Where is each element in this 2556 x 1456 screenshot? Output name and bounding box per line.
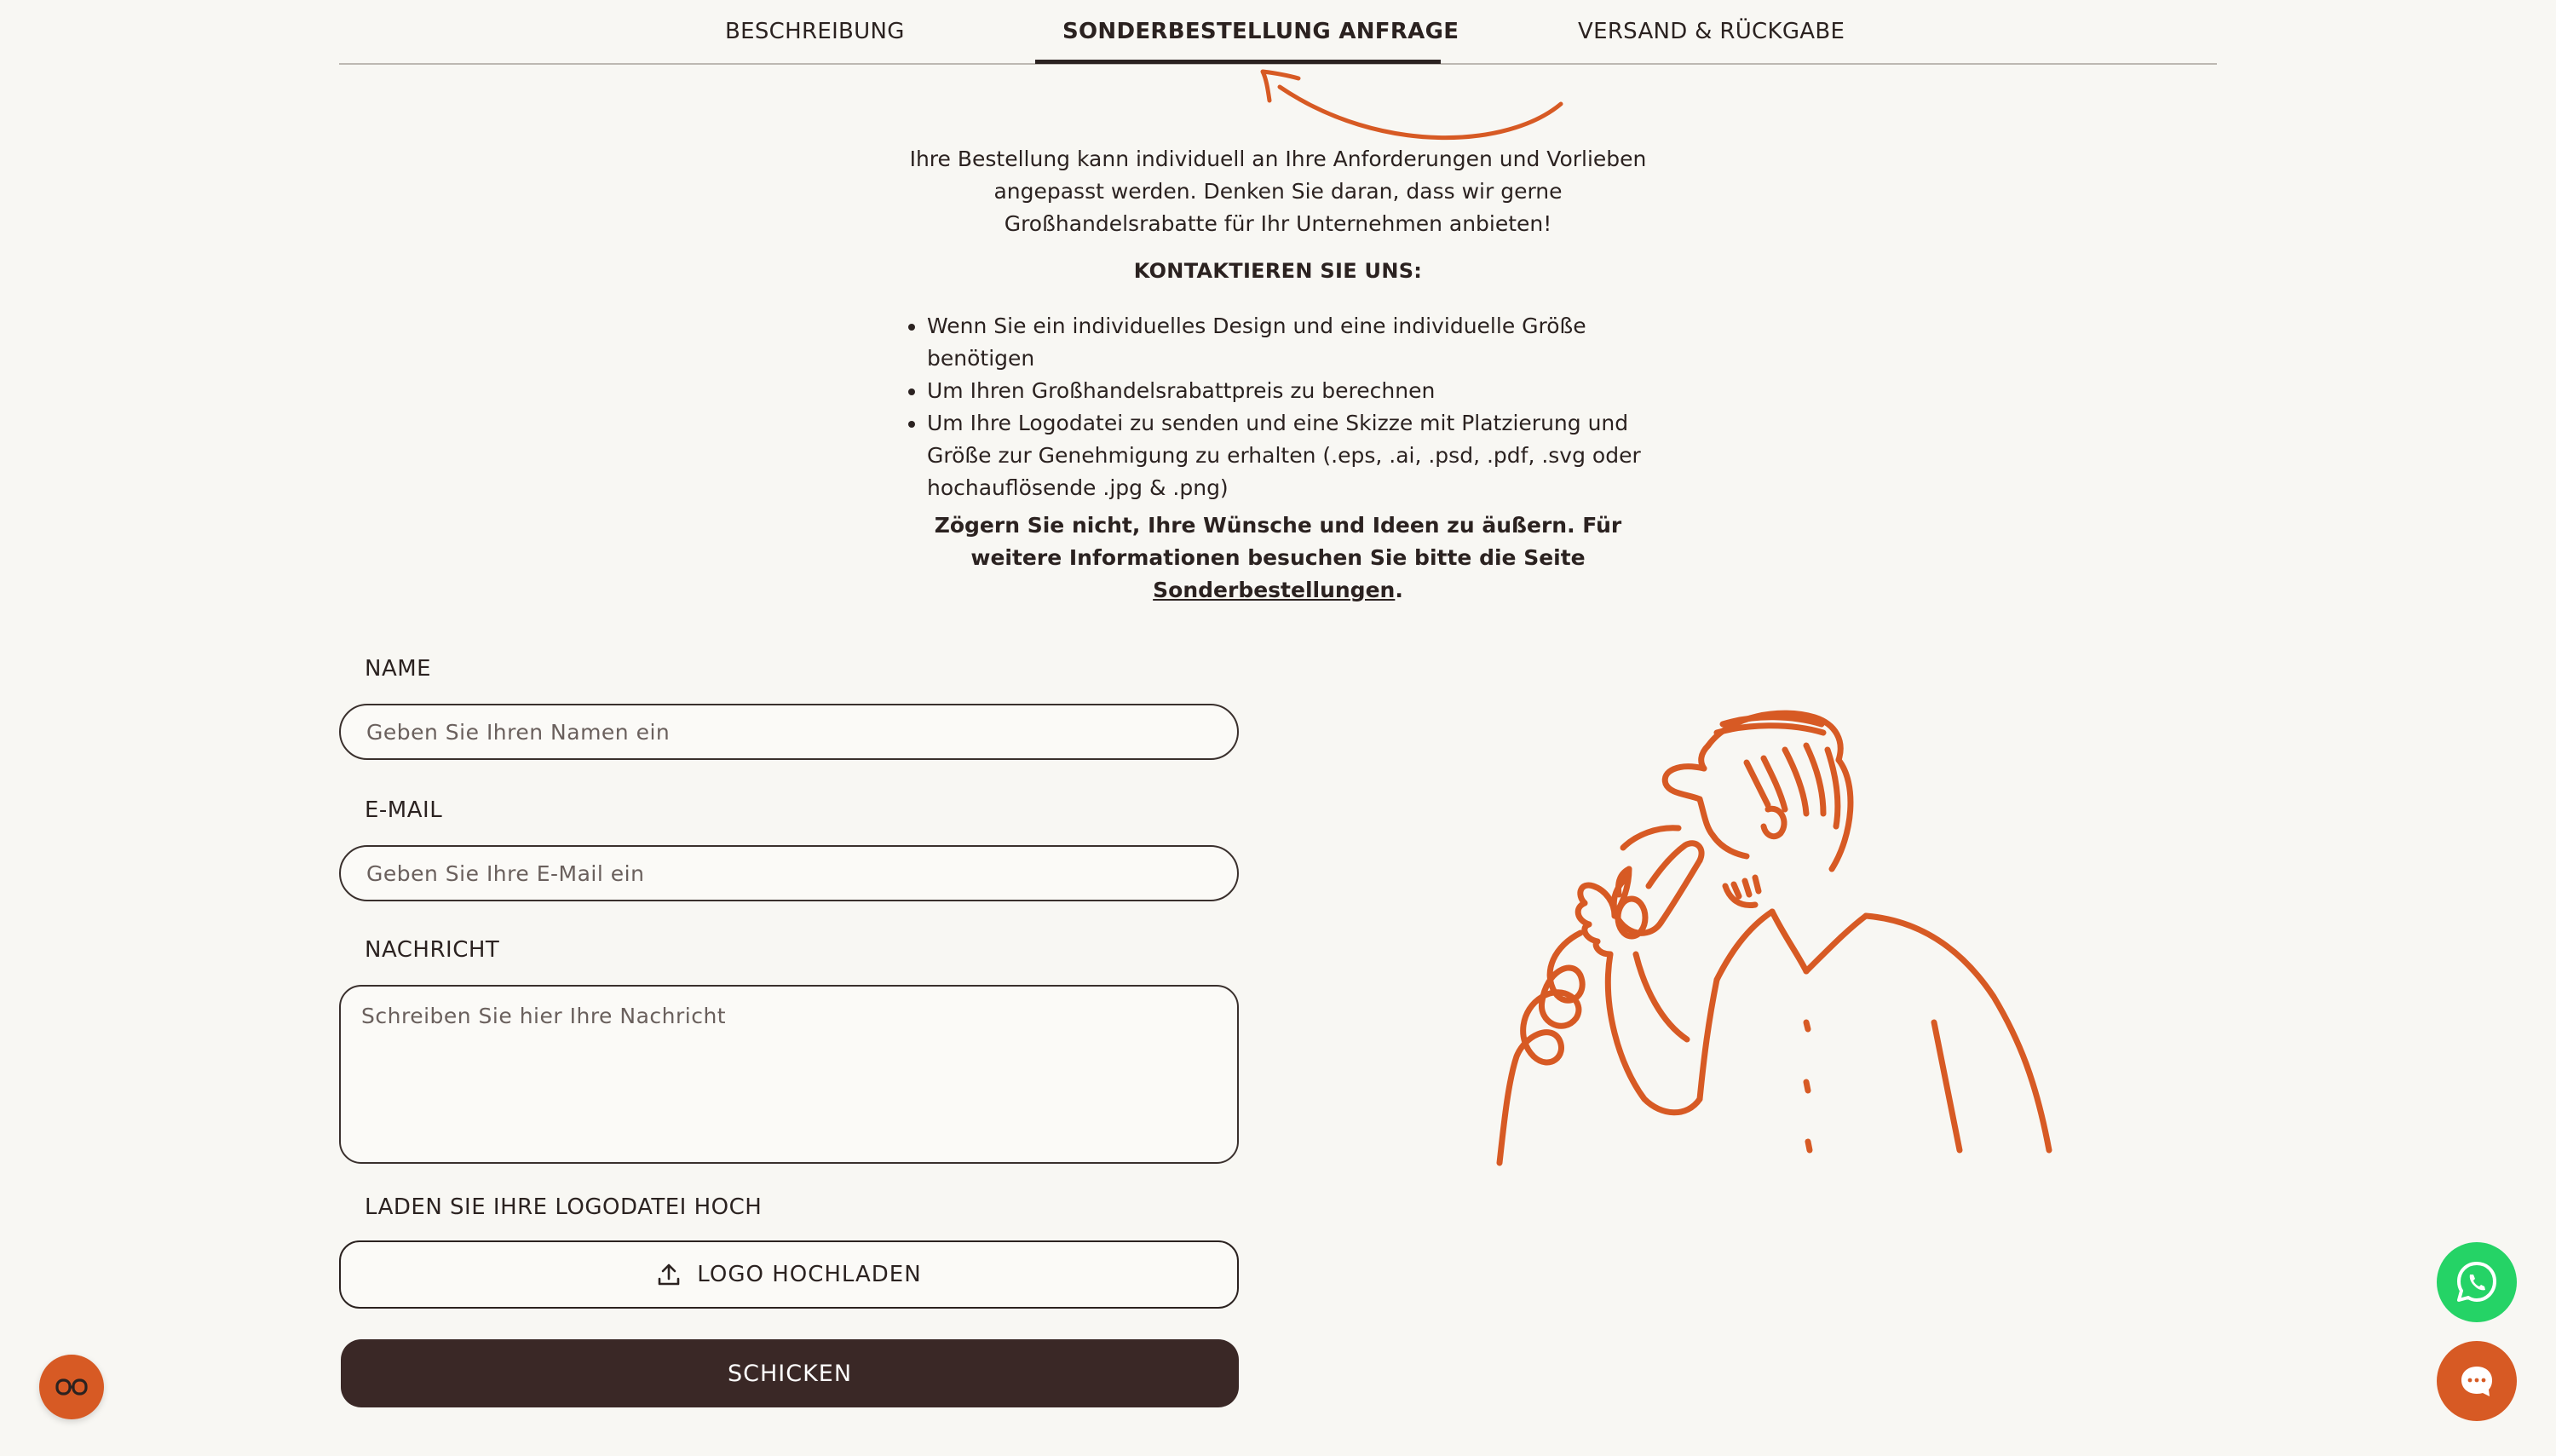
- intro-text: Ihre Bestellung kann individuell an Ihre Anforderungen und Vorlieben angepasst werden. Denken Sie daran, dass wir gerne Großhandelsrabatte für Ihr Unternehmen anbieten!: [909, 147, 1647, 236]
- chat-bubble-icon: [2457, 1361, 2496, 1401]
- message-label: NACHRICHT: [365, 937, 500, 963]
- email-input[interactable]: [339, 845, 1239, 901]
- tab-versand-rueckgabe[interactable]: VERSAND & RÜCKGABE: [1578, 19, 1845, 44]
- closing-text: [903, 509, 1653, 607]
- contact-heading: KONTAKTIEREN SIE UNS:: [1133, 259, 1423, 283]
- reasons-list: [895, 310, 1677, 504]
- accessibility-icon: [55, 1377, 89, 1397]
- name-input[interactable]: [339, 704, 1239, 760]
- upload-label: LADEN SIE IHRE LOGODATEI HOCH: [365, 1194, 763, 1220]
- message-textarea[interactable]: [339, 985, 1239, 1164]
- whatsapp-button[interactable]: [2437, 1242, 2517, 1322]
- name-label: NAME: [365, 656, 432, 682]
- upload-button-label: LOGO HOCHLADEN: [697, 1262, 922, 1287]
- accessibility-button[interactable]: [39, 1355, 104, 1419]
- sonderbestellungen-link[interactable]: Sonderbestellungen: [1153, 578, 1396, 602]
- tab-sonderbestellung[interactable]: SONDERBESTELLUNG ANFRAGE: [1062, 19, 1459, 44]
- closing-period: .: [1395, 578, 1403, 602]
- list-item: • Um Ihren Großhandelsrabattpreis zu berechnen: [927, 375, 1677, 407]
- email-label: E-MAIL: [365, 797, 443, 823]
- submit-button[interactable]: SCHICKEN: [341, 1339, 1239, 1407]
- list-item: • Um Ihre Logodatei zu senden und eine Skizze mit Platzierung und Größe zur Genehmigung zu erhalten (.eps, .ai, .psd, .pdf, .svg oder hochauflösende .jpg & .png): [927, 407, 1677, 504]
- whatsapp-icon: [2454, 1259, 2500, 1305]
- tab-beschreibung[interactable]: BESCHREIBUNG: [725, 19, 905, 44]
- upload-logo-button[interactable]: [339, 1240, 1239, 1309]
- upload-icon: [656, 1262, 682, 1287]
- chat-button[interactable]: [2437, 1341, 2517, 1421]
- man-on-phone-illustration: [1406, 699, 2070, 1218]
- product-tabs: [339, 0, 2217, 65]
- closing-sentence: Zögern Sie nicht, Ihre Wünsche und Ideen zu äußern. Für weitere Informationen besuchen Sie bitte die Seite: [934, 513, 1622, 570]
- list-item: • Wenn Sie ein individuelles Design und eine individuelle Größe benötigen: [927, 310, 1677, 375]
